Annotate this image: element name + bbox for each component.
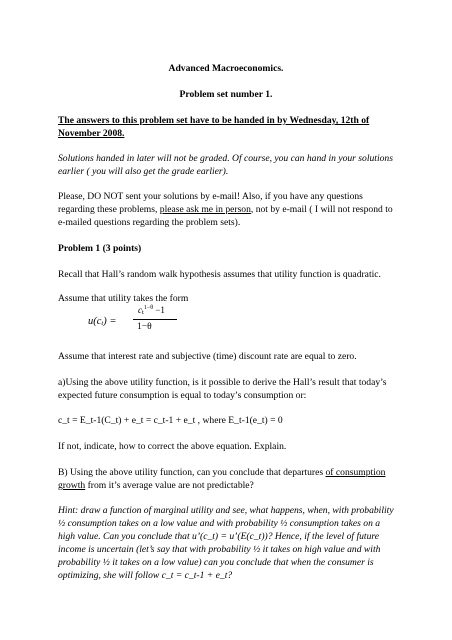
problem-1-part-a: a)Using the above utility function, is it possible to derive the Hall’s result that today’s expected future consumption is equal to today’s consumption or: bbox=[58, 377, 387, 401]
problem-1-heading: Problem 1 (3 points) bbox=[58, 243, 142, 254]
formula-denominator: 1−θ bbox=[137, 322, 152, 332]
problem-1-recall: Recall that Hall’s random walk hypothesis assumes that utility function is quadratic. bbox=[58, 269, 381, 280]
deadline-notice: The answers to this problem set have to be handed in by Wednesday, 12th of November 2008. bbox=[58, 115, 370, 139]
part-b-underlined: of consumption growth bbox=[58, 467, 386, 491]
problem-1-hint: Hint: draw a function of marginal utility and see, what happens, when, with probability ½ consumption takes on a low value and with probability ½ consumption takes on a high value. Can you conclude that u’(c_t) = u’(E(c_t))? Hence, if the level of future income is uncertain (let’s say that with probability ½ it takes on high value and with probability ½ it takes on a low value) can you conclude that when the consumer is optimizing, she will follow c_t = c_t-1 + e_t? bbox=[58, 505, 394, 581]
utility-formula bbox=[88, 303, 198, 343]
email-note-after: , not by e-mail ( I will not respond to e-mailed questions regarding the problem sets). bbox=[58, 204, 393, 228]
late-submission-note: Solutions handed in later will not be graded. Of course, you can hand in your solutions earlier ( you will also get the grade earlier). bbox=[58, 153, 393, 177]
problem-1-assume: Assume that utility takes the form bbox=[58, 293, 189, 304]
formula-numerator: $c_t^{1-\theta} -1$ bbox=[138, 305, 165, 316]
formula-lhs: $u(c_t)$ = bbox=[88, 316, 117, 327]
hall-equation: c_t = E_t-1(C_t) + e_t = c_t-1 + e_t , where E_t-1(e_t) = 0 bbox=[58, 415, 283, 426]
email-policy-note bbox=[58, 190, 398, 229]
problem-1-if-not: If not, indicate, how to correct the above equation. Explain. bbox=[58, 441, 287, 452]
email-note-link: please ask me in person bbox=[159, 204, 251, 215]
problem-1-assume-rates: Assume that interest rate and subjective (time) discount rate are equal to zero. bbox=[58, 351, 357, 362]
formula-fraction-bar bbox=[133, 319, 177, 320]
document-title: Advanced Macroeconomics. bbox=[168, 63, 284, 74]
email-note-before: Please, DO NOT sent your solutions by e-mail! Also, if you have any questions regarding these problems, bbox=[58, 191, 363, 215]
document-subtitle: Problem set number 1. bbox=[179, 89, 273, 100]
problem-1-part-b: B) Using the above utility function, can you conclude that departures of consumption growth from it’s average value are not predictable? bbox=[58, 467, 386, 491]
